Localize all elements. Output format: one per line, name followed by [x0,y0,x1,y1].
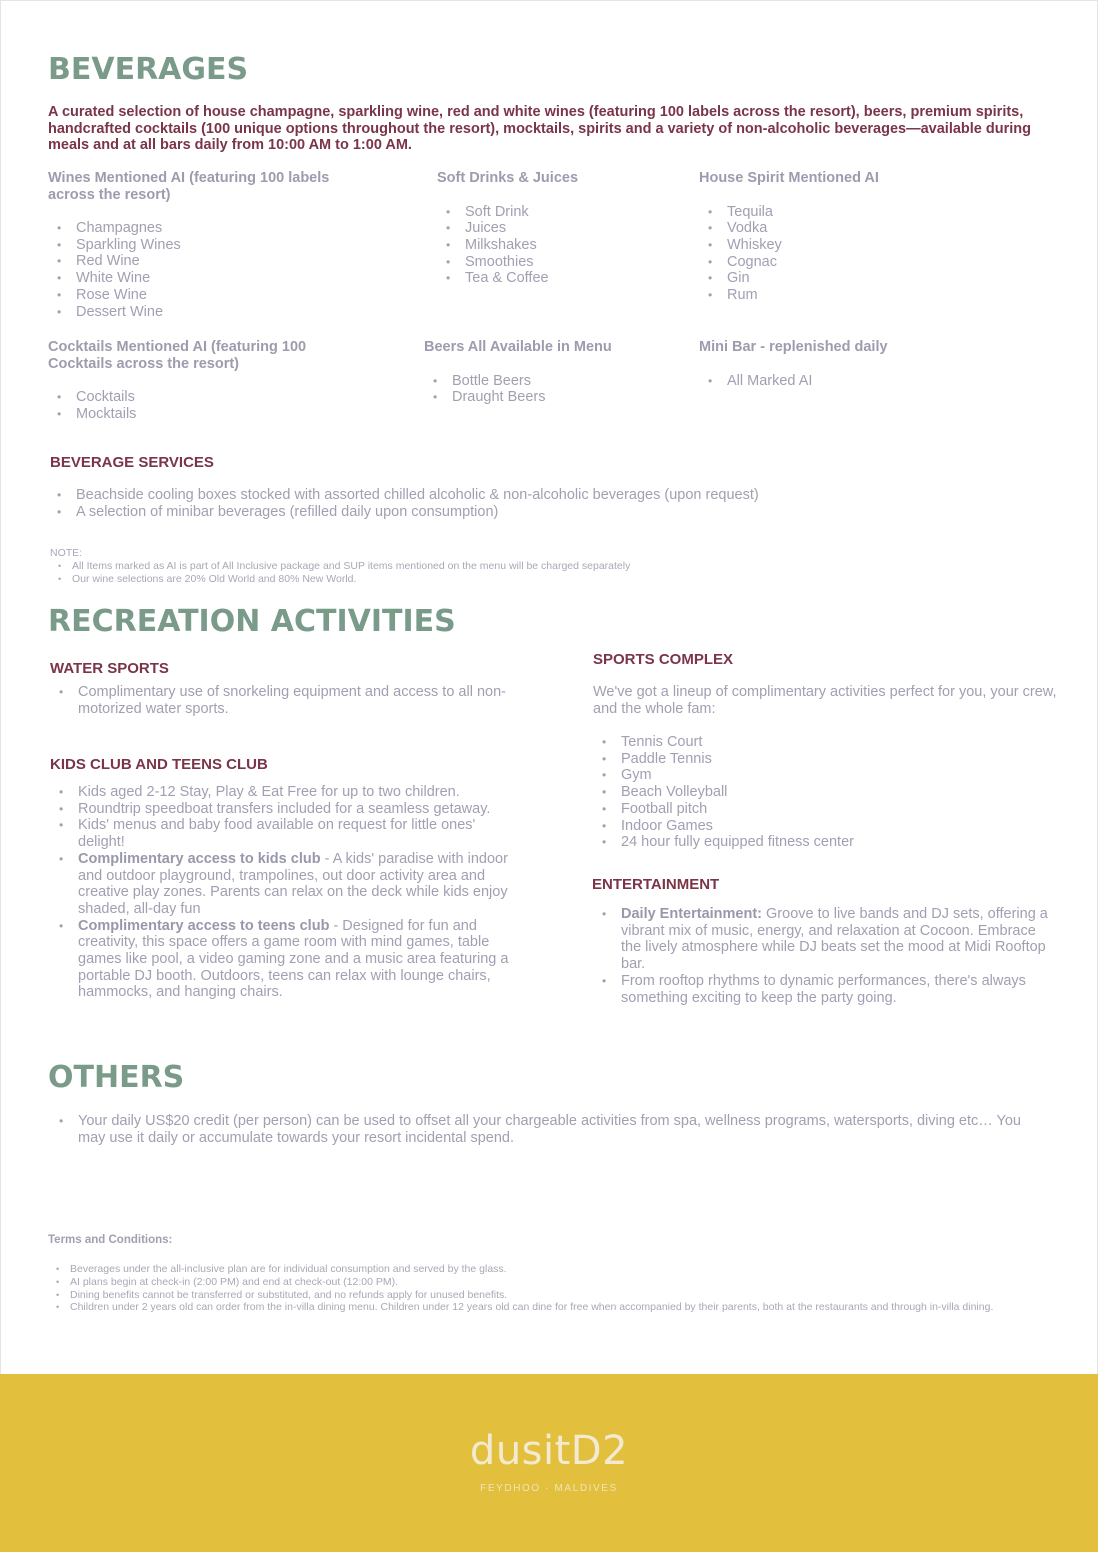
list-item: • Gym [593,767,1063,784]
cocktails-heading: Cocktails Mentioned AI (featuring 100 Cocktails across the resort) [48,339,307,372]
list-item: • Dessert Wine [48,304,368,321]
beers-heading: Beers All Available in Menu [424,339,612,355]
entertainment-heading: ENTERTAINMENT [592,876,720,893]
sports-complex-heading: SPORTS COMPLEX [593,651,734,668]
list-item: • Rum [699,287,999,304]
list-item: • Beachside cooling boxes stocked with assorted chilled alcoholic & non-alcoholic beverages (upon request) [48,487,948,504]
beverages-intro: A curated selection of house champagne, sparkling wine, red and white wines (featuring 100 labels across the resort), beers, premium spirits, handcrafted cocktails (100 unique options throughout the resort), mocktails, spirits and a variety of non-alcoholic beverages—available during meals and at all bars daily from 10:00 AM to 1:00 AM. [48,104,1031,153]
dusit-logo: dusitD2 [469,1428,629,1474]
list-item: • Sparkling Wines [48,237,368,254]
list-item: • Mocktails [48,406,348,423]
list-item: • Vodka [699,220,999,237]
entertainment-list [593,906,1053,1006]
teens-club-text: - Designed for fun and creativity, this space offers a game room with mind games, table games like pool, a video gaming zone and a music area featuring a portable DJ booth. Outdoors, teens can relax with lounge chairs, hammocks, and hanging chairs. [78,917,509,1001]
list-item: • Rose Wine [48,287,368,304]
minibar-column [699,339,999,389]
list-item: • Beach Volleyball [593,784,1063,801]
list-item: • Cognac [699,254,999,271]
cocktails-list [48,389,348,422]
recreation-title: RECREATION ACTIVITIES [48,604,456,639]
water-sports-list [50,684,510,717]
list-item: • 24 hour fully equipped fitness center [593,834,1063,851]
list-item: • Draught Beers [424,389,684,406]
others-title: OTHERS [48,1060,185,1095]
list-item: • From rooftop rhythms to dynamic performances, there's always something exciting to keep the party going. [593,973,1053,1006]
list-item: • Soft Drink [437,204,677,221]
note-list [50,560,950,586]
list-item: • A selection of minibar beverages (refilled daily upon consumption) [48,504,948,521]
sports-complex-intro: We've got a lineup of complimentary activities perfect for you, your crew, and the whole fam: [593,684,1057,717]
soft-drinks-column [437,170,677,287]
list-item: • Kids' menus and baby food available on request for little ones' delight! [50,817,510,850]
others-list [50,1113,1050,1146]
wines-heading: Wines Mentioned AI (featuring 100 labels across the resort) [48,170,330,203]
kids-club-heading: KIDS CLUB AND TEENS CLUB [50,756,268,773]
list-item: • All Items marked as AI is part of All Inclusive package and SUP items mentioned on the menu will be charged separately [50,560,950,573]
daily-entertainment-bold: Daily Entertainment: [621,906,762,922]
wines-list [48,220,368,320]
minibar-heading: Mini Bar - replenished daily [699,339,888,355]
soft-drinks-list [437,204,677,288]
list-item: • Champagnes [48,220,368,237]
list-item: • AI plans begin at check-in (2:00 PM) and end at check-out (12:00 PM). [48,1276,1048,1289]
wines-column [48,170,368,320]
list-item: • Bottle Beers [424,373,684,390]
beverage-services-heading: BEVERAGE SERVICES [50,454,214,471]
cocktails-column [48,339,348,422]
list-item: • Milkshakes [437,237,677,254]
beverages-title: BEVERAGES [48,52,249,87]
list-item: • Complimentary use of snorkeling equipment and access to all non-motorized water sports. [50,684,510,717]
list-item [50,851,510,918]
list-item: • Whiskey [699,237,999,254]
list-item: • Your daily US$20 credit (per person) can be used to offset all your chargeable activities from spa, wellness programs, watersports, diving etc… You may use it daily or accumulate towards your resort incidental spend. [50,1113,1050,1146]
list-item: • All Marked AI [699,373,999,390]
kids-club-text: - A kids' paradise with indoor and outdoor playground, trampolines, out door activity area and creative play zones. Parents can relax on the deck while kids enjoy shaded, all-day fun [78,850,508,917]
list-item: • Children under 2 years old can order from the in-villa dining menu. Children under 12 years old can dine for free when accompanied by their parents, both at the restaurants and through in-villa dining. [48,1301,1048,1314]
soft-drinks-heading: Soft Drinks & Juices [437,170,579,186]
list-item: • Tequila [699,204,999,221]
sports-complex-list [593,734,1063,851]
list-item: • Tea & Coffee [437,270,677,287]
location-caption: FEYDHOO · MALDIVES [480,1483,618,1494]
water-sports-heading: WATER SPORTS [50,660,169,677]
list-item: • Indoor Games [593,818,1063,835]
beers-column [424,339,684,406]
list-item: • Football pitch [593,801,1063,818]
list-item: • Roundtrip speedboat transfers included for a seamless getaway. [50,801,510,818]
minibar-list [699,373,999,390]
list-item: • Our wine selections are 20% Old World and 80% New World. [50,573,950,586]
kids-club-list [50,784,510,1001]
beers-list [424,373,684,406]
list-item: • Cocktails [48,389,348,406]
daily-entertainment-text: Groove to live bands and DJ sets, offering a vibrant mix of music, energy, and relaxation at Cocoon. Embrace the lively atmosphere while DJ beats set the mood at Midi Rooftop bar. [621,906,1048,973]
beverage-services-list [48,487,948,520]
teens-club-bold: Complimentary access to teens club [78,917,330,934]
list-item [50,918,510,1002]
list-item: • Gin [699,270,999,287]
list-item: • White Wine [48,270,368,287]
list-item [593,906,1053,973]
spirits-heading: House Spirit Mentioned AI [699,170,879,186]
kids-club-bold: Complimentary access to kids club [78,850,321,867]
list-item: • Red Wine [48,253,368,270]
list-item: • Kids aged 2-12 Stay, Play & Eat Free for up to two children. [50,784,510,801]
list-item: • Paddle Tennis [593,751,1063,768]
spirits-list [699,204,999,304]
terms-list [48,1263,1048,1314]
spirits-column [699,170,999,304]
note-label: NOTE: [50,547,83,559]
list-item: • Tennis Court [593,734,1063,751]
list-item: • Juices [437,220,677,237]
list-item: • Dining benefits cannot be transferred or substituted, and no refunds apply for unused benefits. [48,1289,1048,1302]
terms-heading: Terms and Conditions: [48,1234,173,1246]
list-item: • Beverages under the all-inclusive plan are for individual consumption and served by the glass. [48,1263,1048,1276]
list-item: • Smoothies [437,254,677,271]
